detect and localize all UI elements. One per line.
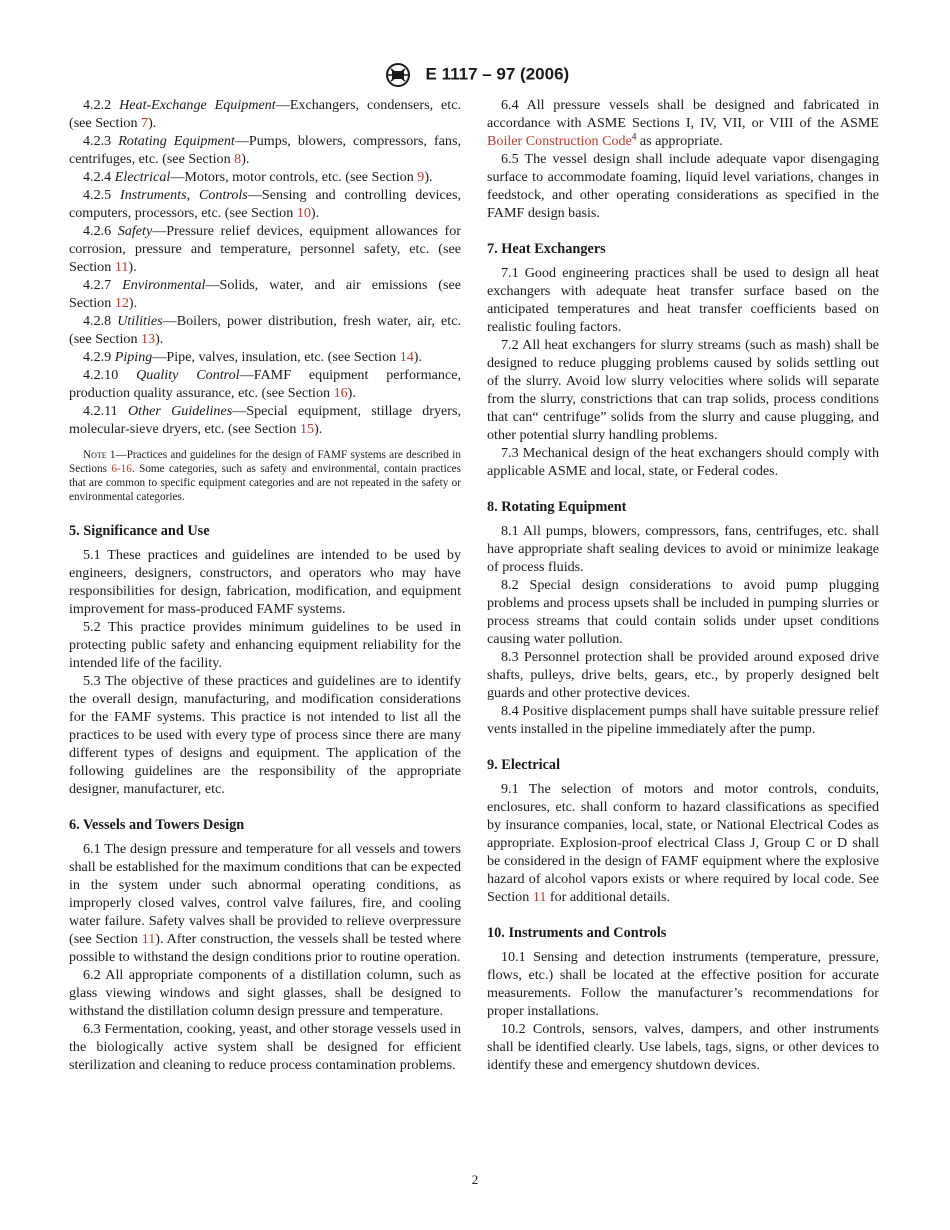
- footnote-ref[interactable]: 4: [631, 131, 637, 142]
- clause-6-3: 6.3 Fermentation, cooking, yeast, and other storage vessels used in the biologically active system shall be designed for efficient sterilization and cleaning to reduce process contamination problems.: [69, 1021, 461, 1073]
- boiler-code-link[interactable]: Boiler Construction Code: [487, 133, 632, 149]
- clause-4-2-10: 4.2.10 Quality Control—FAMF equipment performance, production quality assurance, etc. (see Section 16).: [69, 367, 461, 401]
- clause-9-1: 9.1 The selection of motors and motor controls, conduits, enclosures, etc. shall conform to hazard classifications as specified by insurance companies, local, state, or National Electrical Codes as appropriate. Explosion-proof electrical Class J, Group C or D shall be considered in the design of FAMF equipment where the explosive hazard of alcohol vapors exists or where required by local code. See Section 11 for additional details.: [487, 781, 879, 905]
- clause-4-2-2: 4.2.2 Heat-Exchange Equipment—Exchangers, condensers, etc. (see Section 7).: [69, 97, 461, 131]
- section-link[interactable]: 12: [114, 295, 129, 311]
- section-link[interactable]: 10: [296, 205, 311, 221]
- clause-4-2-8: 4.2.8 Utilities—Boilers, power distribution, fresh water, air, etc. (see Section 13).: [69, 313, 461, 347]
- section-range-link[interactable]: 6-16: [111, 463, 132, 475]
- section-link[interactable]: 7: [141, 115, 149, 131]
- clause-4-2-6: 4.2.6 Safety—Pressure relief devices, equipment allowances for corrosion, pressure and temperature, personnel safety, etc. (see Section 11).: [69, 223, 461, 275]
- section-link[interactable]: 9: [417, 169, 425, 185]
- clause-4-2-7: 4.2.7 Environmental—Solids, water, and air emissions (see Section 12).: [69, 277, 461, 311]
- clause-4-2-4: 4.2.4 Electrical—Motors, motor controls, etc. (see Section 9).: [83, 169, 433, 185]
- clause-8-1: 8.1 All pumps, blowers, compressors, fans, centrifuges, etc. shall have appropriate shaft sealing devices to avoid or minimize leakage of process fluids.: [487, 523, 879, 575]
- document-title: E 1117 – 97 (2006): [425, 64, 570, 84]
- clause-4-2-9: 4.2.9 Piping—Pipe, valves, insulation, etc. (see Section 14).: [83, 349, 422, 365]
- heading-section-10: 10. Instruments and Controls: [487, 925, 667, 941]
- note-1: Note 1—Practices and guidelines for the design of FAMF systems are described in Sections 6-16. Some categories, such as safety and environmental, contain practices that are common to specific equipment categories and are not repeated in the safety or environmental categories.: [69, 449, 461, 503]
- heading-section-7: 7. Heat Exchangers: [487, 241, 606, 257]
- clause-4-2-3: 4.2.3 Rotating Equipment—Pumps, blowers, compressors, fans, centrifuges, etc. (see Section 8).: [69, 133, 461, 167]
- section-link[interactable]: 11: [141, 931, 156, 947]
- left-column: [69, 96, 461, 1074]
- heading-section-8: 8. Rotating Equipment: [487, 499, 627, 515]
- clause-8-3: 8.3 Personnel protection shall be provided around exposed drive shafts, pulleys, drive belts, gears, etc., by properly designed belt guards and other protective devices.: [487, 649, 879, 701]
- clause-4-2-5: 4.2.5 Instruments, Controls—Sensing and controlling devices, computers, processors, etc. (see Section 10).: [69, 187, 461, 221]
- clause-6-5: 6.5 The vessel design shall include adequate vapor disengaging surface to accommodate foaming, liquid level variations, changes in feedstock, and other operating considerations as specified in the FAMF design basis.: [487, 151, 879, 221]
- clause-6-4: 6.4 All pressure vessels shall be designed and fabricated in accordance with ASME Sections I, IV, VII, or VIII of the ASME Boiler Construction Code$^4$ as appropriate.: [487, 97, 879, 149]
- clause-6-2: 6.2 All appropriate components of a distillation column, such as glass viewing windows and sight glasses, shall be designed to withstand the distillation column design pressure and temperature.: [69, 967, 461, 1019]
- section-link[interactable]: 16: [333, 385, 348, 401]
- right-column: [487, 96, 879, 1074]
- clause-7-1: 7.1 Good engineering practices shall be used to design all heat exchangers with adequate heat transfer surface based on the anticipated temperatures and heat transfer coefficients based on realistic fouling factors.: [487, 265, 879, 335]
- clause-7-2: 7.2 All heat exchangers for slurry streams (such as mash) shall be designed to reduce plugging problems caused by solids settling out of the slurry. Avoid low slurry velocities where solids will separate from the slurry, constrictions that can trap solids, process conditions that can“ centrifuge” solids from the slurry and cause plugging, and other potential slurry handling problems.: [487, 337, 879, 443]
- astm-logo-icon: [381, 62, 415, 88]
- heading-section-6: 6. Vessels and Towers Design: [69, 817, 245, 833]
- page-header: [0, 62, 950, 88]
- clause-6-1: 6.1 The design pressure and temperature for all vessels and towers shall be established for the maximum conditions that can be expected in the system under such abnormal operating conditions, as improperly closed valves, control valve failures, fire, and cooling water failure. Safety valves shall be provided to relieve overpressure (see Section 11). After construction, the vessels shall be tested where possible to withstand the design conditions prior to routine operation.: [69, 841, 461, 965]
- clause-4-2-11: 4.2.11 Other Guidelines—Special equipment, stillage dryers, molecular-sieve dryers, etc. (see Section 15).: [69, 403, 461, 437]
- heading-section-5: 5. Significance and Use: [69, 523, 210, 539]
- clause-7-3: 7.3 Mechanical design of the heat exchangers should comply with applicable ASME and local, state, or Federal codes.: [487, 445, 879, 479]
- page-number: 2: [471, 1172, 479, 1187]
- heading-section-9: 9. Electrical: [487, 757, 561, 773]
- section-link[interactable]: 13: [141, 331, 156, 347]
- clause-10-2: 10.2 Controls, sensors, valves, dampers, and other instruments shall be identified clearly. Use labels, tags, signs, or other devices to identify these and emergency shutdown devices.: [487, 1021, 879, 1073]
- clause-10-1: 10.1 Sensing and detection instruments (temperature, pressure, flows, etc.) shall be located at the effective position for accurate measurements. Follow the manufacturer’s recommendations for proper installations.: [487, 949, 879, 1019]
- clause-5-3: 5.3 The objective of these practices and guidelines are to identify the overall design, manufacturing, and modification considerations for the FAMF systems. This practice is not intended to list all the practices to be used with every type of process since there are many different types of designs and equipment. The application of the following guidelines are the responsibility of the appropriate designer, manufacturer, etc.: [69, 673, 461, 797]
- section-link[interactable]: 14: [399, 349, 414, 365]
- clause-8-2: 8.2 Special design considerations to avoid pump plugging problems and process upsets shall be included in pumping slurries or process streams that could contain solids under upset conditions causing water pollution.: [487, 577, 879, 647]
- section-link[interactable]: 15: [300, 421, 315, 437]
- clause-5-1: 5.1 These practices and guidelines are intended to be used by engineers, designers, constructors, and operators who may have responsibilities for design, fabrication, modification, and equipment improvement for mass-produced FAMF systems.: [69, 547, 461, 617]
- section-link[interactable]: 8: [234, 151, 242, 167]
- clause-8-4: 8.4 Positive displacement pumps shall have suitable pressure relief vents installed in the pipeline immediately after the pump.: [487, 703, 879, 737]
- clause-5-2: 5.2 This practice provides minimum guidelines to be used in protecting public safety and enhancing equipment reliability for the intended life of the facility.: [69, 619, 461, 671]
- section-link[interactable]: 11: [114, 259, 129, 275]
- section-link[interactable]: 11: [532, 889, 547, 905]
